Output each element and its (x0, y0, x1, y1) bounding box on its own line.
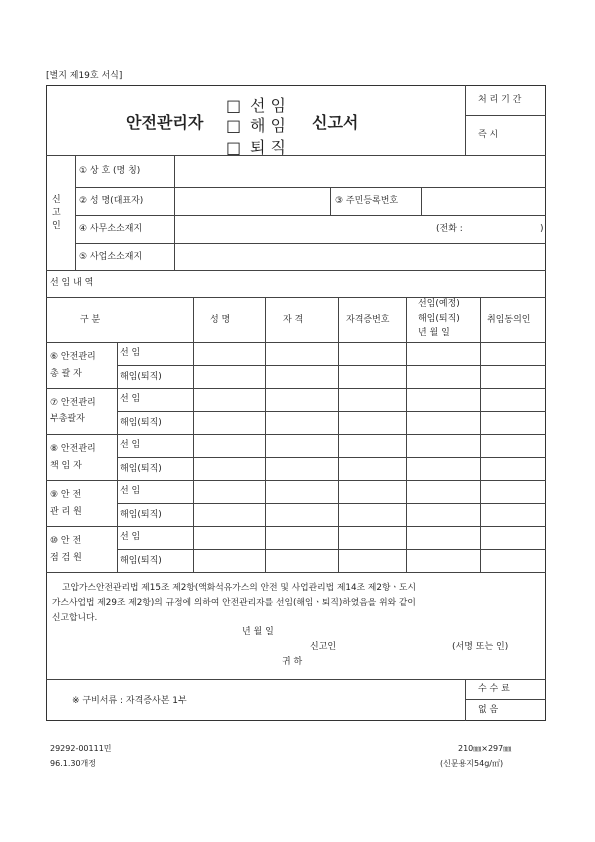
col-line-3 (265, 297, 266, 572)
col-line-2 (193, 297, 194, 572)
col-line-1 (117, 342, 118, 572)
statement-line-3: 신고합니다. (52, 613, 98, 623)
header-name: 성 명 (210, 315, 231, 325)
header-category: 구 분 (80, 315, 101, 325)
phone-close: ) (540, 224, 544, 234)
col-line-6 (480, 297, 481, 572)
title-options (226, 96, 306, 155)
checkbox-icon: □ (226, 116, 242, 135)
group-label-line2: 관 리 원 (50, 507, 82, 517)
section-title: 선 임 내 역 (50, 278, 94, 288)
row-appoint: 선 임 (120, 440, 141, 450)
reporter-label: 신고인 (310, 642, 337, 652)
field-label-ssn: ③ 주민등록번호 (335, 196, 399, 206)
header-qualification: 자 격 (283, 315, 304, 325)
statement-line-1: 고압가스안전관리법 제15조 제2항(액화석유가스의 안전 및 사업관리법 제14조 제2항ㆍ도시 (62, 583, 417, 593)
group-label-line2: 총 괄 자 (50, 369, 82, 379)
proc-divider (465, 115, 546, 116)
row-line (117, 549, 546, 550)
statement-date: 년 월 일 (242, 627, 274, 637)
row-dismiss: 해임(퇴직) (120, 510, 162, 520)
group-label-line1: ⑦ 안전관리 (50, 398, 96, 408)
field-label-site: ⑤ 사업소소재지 (79, 252, 143, 262)
fee-label: 수 수 료 (478, 684, 510, 694)
row-appoint: 선 임 (120, 532, 141, 542)
field-label-name: ② 성 명(대표자) (79, 196, 144, 206)
form-code: 29292-00111민 (50, 744, 112, 753)
paper-type: (신문용지54g/㎡) (440, 759, 504, 768)
reporter-label-line (174, 155, 175, 270)
row-line (117, 365, 546, 366)
phone-label: (전화 : (436, 224, 463, 234)
header-date-3: 년 월 일 (418, 328, 450, 338)
row-line (117, 503, 546, 504)
checkbox-icon: □ (226, 138, 242, 155)
addressee: 귀 하 (282, 657, 303, 667)
row-appoint: 선 임 (120, 486, 141, 496)
ssn-left-line (330, 187, 331, 215)
group-line (46, 434, 546, 435)
title-option-dismiss: 해 임 (250, 116, 286, 135)
group-label-line1: ⑨ 안 전 (50, 490, 82, 500)
required-docs: ※ 구비서류 : 자격증사본 1부 (72, 696, 187, 706)
field-label-company: ① 상 호 (명 칭) (79, 166, 141, 176)
header-cert-no: 자격증번호 (346, 315, 390, 325)
reporter-side-line (75, 155, 76, 270)
header-date-2: 해임(퇴직) (418, 314, 460, 324)
group-label-line1: ⑥ 안전관리 (50, 352, 96, 362)
group-line (46, 480, 546, 481)
col-line-4 (338, 297, 339, 572)
row-line (117, 411, 546, 412)
header-bottom-line (46, 155, 546, 156)
title-left: 안전관리자 (126, 113, 204, 132)
group-label-line2: 부총괄자 (50, 414, 85, 424)
table-bottom-line (46, 572, 546, 573)
processing-label: 처 리 기 간 (478, 95, 522, 105)
group-line (46, 388, 546, 389)
title-option-appoint: 선 임 (250, 96, 286, 115)
group-label-line1: ⑩ 안 전 (50, 536, 82, 546)
table-header-line (46, 342, 546, 343)
fee-left-line (465, 679, 466, 721)
proc-left-line (465, 85, 466, 155)
form-reference: [별지 제19호 서식] (46, 71, 123, 81)
ssn-right-line (421, 187, 422, 215)
revised-date: 96.1.30개정 (50, 759, 96, 768)
fee-divider (465, 699, 546, 700)
row-dismiss: 해임(퇴직) (120, 556, 162, 566)
reporter-line-1 (75, 187, 546, 188)
row-appoint: 선 임 (120, 394, 141, 404)
paper-size: 210㎜×297㎜ (458, 744, 512, 753)
statement-bottom-line (46, 679, 546, 680)
col-line-5 (406, 297, 407, 572)
group-label-line2: 점 검 원 (50, 553, 82, 563)
reporter-side-1: 신 (52, 195, 61, 205)
row-dismiss: 해임(퇴직) (120, 464, 162, 474)
processing-value: 즉 시 (478, 130, 499, 140)
reporter-line-3 (75, 243, 546, 244)
checkbox-icon: □ (226, 96, 242, 115)
section-title-line (46, 297, 546, 298)
statement-line-2: 가스사업법 제29조 제2항)의 규정에 의하여 안전관리자를 선임(해임ㆍ퇴직)하였음을 위와 같이 (52, 598, 416, 608)
header-consent: 취임동의인 (487, 315, 531, 325)
row-appoint: 선 임 (120, 348, 141, 358)
reporter-side-3: 인 (52, 221, 61, 231)
title-option-resign: 퇴 직 (250, 138, 286, 155)
group-line (46, 526, 546, 527)
reporter-side-2: 고 (52, 208, 61, 218)
sign-label: (서명 또는 인) (452, 642, 509, 652)
group-label-line2: 책 임 자 (50, 461, 82, 471)
row-dismiss: 해임(퇴직) (120, 418, 162, 428)
title-right: 신고서 (312, 113, 359, 132)
header-date-1: 선임(예정) (418, 299, 460, 309)
reporter-bottom-line (46, 270, 546, 271)
row-dismiss: 해임(퇴직) (120, 372, 162, 382)
field-label-office: ④ 사무소소재지 (79, 224, 143, 234)
group-label-line1: ⑧ 안전관리 (50, 444, 96, 454)
fee-value: 없 음 (478, 705, 499, 715)
row-line (117, 457, 546, 458)
reporter-line-2 (75, 215, 546, 216)
